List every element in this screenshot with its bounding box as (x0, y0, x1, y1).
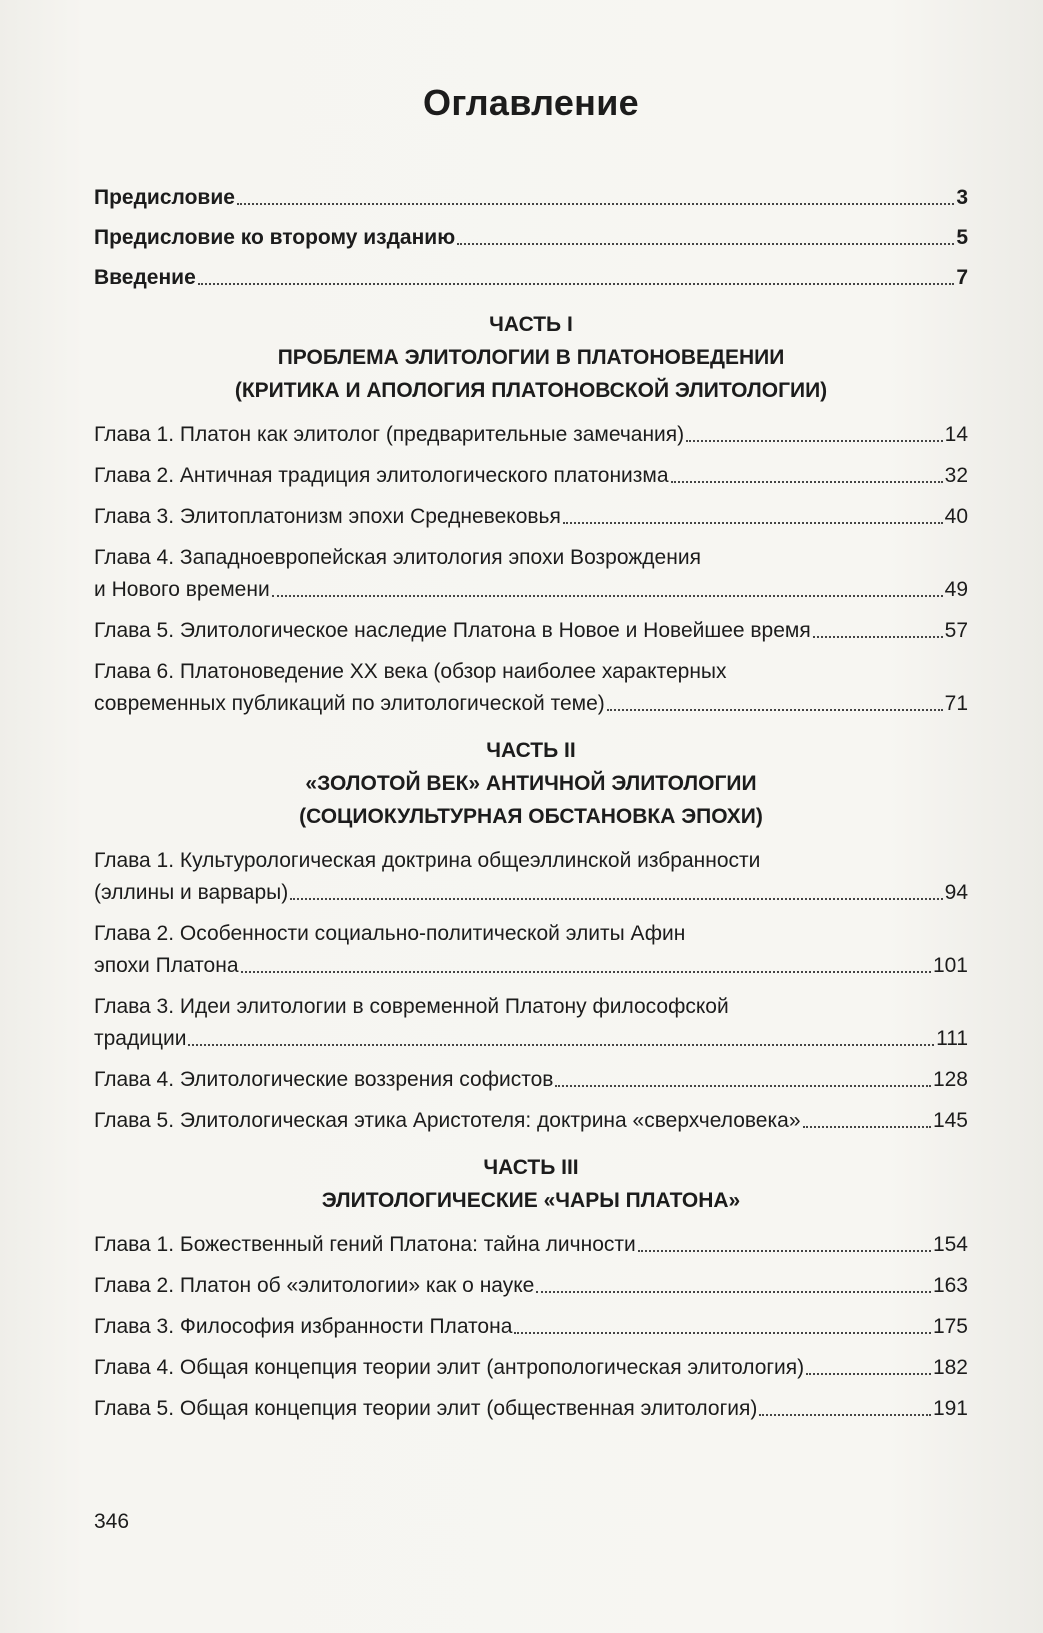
entry-label: Глава 4. Общая концепция теории элит (антропологическая элитология) (94, 1356, 805, 1379)
part-heading: ЧАСТЬ II (486, 739, 576, 762)
entry-page: 71 (944, 692, 968, 715)
parts-container (94, 308, 968, 1425)
entry-continuation (94, 1023, 968, 1055)
toc-entry (94, 1229, 968, 1261)
entry-label: Глава 2. Особенности социально-политической элиты Афин (94, 922, 686, 945)
toc-entry (94, 918, 968, 982)
entry-label: Предисловие ко второму изданию (94, 226, 456, 249)
dot-leader (198, 283, 955, 285)
entry-label: Глава 3. Идеи элитологии в современной Платону философской (94, 995, 729, 1018)
entry-page: 32 (944, 464, 968, 487)
entry-label: Введение (94, 266, 196, 289)
part-header (94, 308, 968, 407)
entry-page: 182 (932, 1356, 968, 1379)
dot-leader (759, 1414, 931, 1416)
entry-page: 163 (932, 1274, 968, 1297)
dot-leader (457, 243, 954, 245)
entry-page: 128 (932, 1068, 968, 1091)
toc-entry (94, 656, 968, 720)
entry-continuation (94, 574, 968, 606)
toc-entry (94, 1393, 968, 1425)
page-number: 346 (94, 1510, 130, 1533)
dot-leader (237, 203, 954, 205)
toc-entry (94, 615, 968, 647)
entry-label: Глава 4. Западноевропейская элитология эпохи Возрождения (94, 546, 701, 569)
part-header (94, 1151, 968, 1217)
entry-page: 191 (932, 1397, 968, 1420)
entry-page: 7 (956, 266, 968, 289)
dot-leader (536, 1291, 931, 1293)
entry-page: 145 (932, 1109, 968, 1132)
part-header (94, 734, 968, 833)
dot-leader (638, 1250, 931, 1252)
entry-continuation (94, 950, 968, 982)
entry-label: Глава 5. Элитологическая этика Аристотеля: доктрина «сверхчеловека» (94, 1109, 801, 1132)
part-title-line: ПРОБЛЕМА ЭЛИТОЛОГИИ В ПЛАТОНОВЕДЕНИИ (277, 346, 785, 369)
entry-label: Глава 1. Божественный гений Платона: тайна личности (94, 1233, 636, 1256)
dot-leader (607, 709, 943, 711)
toc-entry (94, 1064, 968, 1096)
entry-label: Предисловие (94, 186, 235, 209)
entry-label: Глава 4. Элитологические воззрения софистов (94, 1068, 554, 1091)
entry-label: Глава 3. Элитоплатонизм эпохи Средневековья (94, 505, 561, 528)
entry-continuation (94, 688, 968, 720)
dot-leader (514, 1332, 931, 1334)
toc-entry (94, 1311, 968, 1343)
entry-label-cont: современных публикаций по элитологической теме) (94, 692, 605, 715)
toc-entry (94, 222, 968, 254)
entry-page: 49 (944, 578, 968, 601)
entry-page: 101 (932, 954, 968, 977)
entry-label: Глава 2. Античная традиция элитологического платонизма (94, 464, 669, 487)
entry-label-cont: традиции (94, 1027, 187, 1050)
entry-label: Глава 6. Платоноведение XX века (обзор наиболее характерных (94, 660, 727, 683)
entry-label-cont: (эллины и варвары) (94, 881, 289, 904)
toc-entry (94, 1352, 968, 1384)
dot-leader (686, 440, 942, 442)
dot-leader (813, 636, 943, 638)
toc-entry (94, 1105, 968, 1137)
entry-label: Глава 5. Элитологическое наследие Платона в Новое и Новейшее время (94, 619, 811, 642)
dot-leader (241, 971, 931, 973)
entry-label: Глава 1. Платон как элитолог (предварительные замечания) (94, 423, 685, 446)
toc (94, 82, 968, 1434)
entry-page: 40 (944, 505, 968, 528)
entry-continuation (94, 877, 968, 909)
dot-leader (290, 898, 942, 900)
toc-entry (94, 182, 968, 214)
entry-page: 175 (932, 1315, 968, 1338)
entry-label: Глава 1. Культурологическая доктрина общеэллинской избранности (94, 849, 761, 872)
dot-leader (803, 1126, 931, 1128)
toc-entry (94, 262, 968, 294)
entry-page: 14 (944, 423, 968, 446)
dot-leader (806, 1373, 931, 1375)
toc-entry (94, 419, 968, 451)
part-title-line: (КРИТИКА И АПОЛОГИЯ ПЛАТОНОВСКОЙ ЭЛИТОЛОГИИ) (234, 379, 828, 402)
entry-label-cont: и Нового времени (94, 578, 270, 601)
part-title-line: «ЗОЛОТОЙ ВЕК» АНТИЧНОЙ ЭЛИТОЛОГИИ (305, 772, 757, 795)
toc-entry (94, 845, 968, 909)
toc-entry (94, 991, 968, 1055)
part-heading: ЧАСТЬ III (483, 1156, 579, 1179)
dot-leader (555, 1085, 931, 1087)
toc-entry (94, 460, 968, 492)
dot-leader (563, 522, 943, 524)
entry-label: Глава 3. Философия избранности Платона (94, 1315, 513, 1338)
dot-leader (188, 1044, 934, 1046)
toc-entry (94, 542, 968, 606)
entry-page: 3 (956, 186, 968, 209)
entry-label: Глава 5. Общая концепция теории элит (общественная элитология) (94, 1397, 758, 1420)
page-title: Оглавление (423, 82, 639, 123)
part-title-line: (СОЦИОКУЛЬТУРНАЯ ОБСТАНОВКА ЭПОХИ) (299, 805, 763, 828)
dot-leader (671, 481, 943, 483)
part-title-line: ЭЛИТОЛОГИЧЕСКИЕ «ЧАРЫ ПЛАТОНА» (321, 1189, 741, 1212)
entry-page: 5 (956, 226, 968, 249)
entry-page: 94 (944, 881, 968, 904)
entry-label-cont: эпохи Платона (94, 954, 239, 977)
entry-page: 57 (944, 619, 968, 642)
part-heading: ЧАСТЬ I (489, 313, 573, 336)
dot-leader (272, 595, 943, 597)
toc-entry (94, 501, 968, 533)
entry-page: 154 (932, 1233, 968, 1256)
entry-label: Глава 2. Платон об «элитологии» как о науке (94, 1274, 535, 1297)
toc-entry (94, 1270, 968, 1302)
entry-page: 111 (936, 1027, 968, 1050)
